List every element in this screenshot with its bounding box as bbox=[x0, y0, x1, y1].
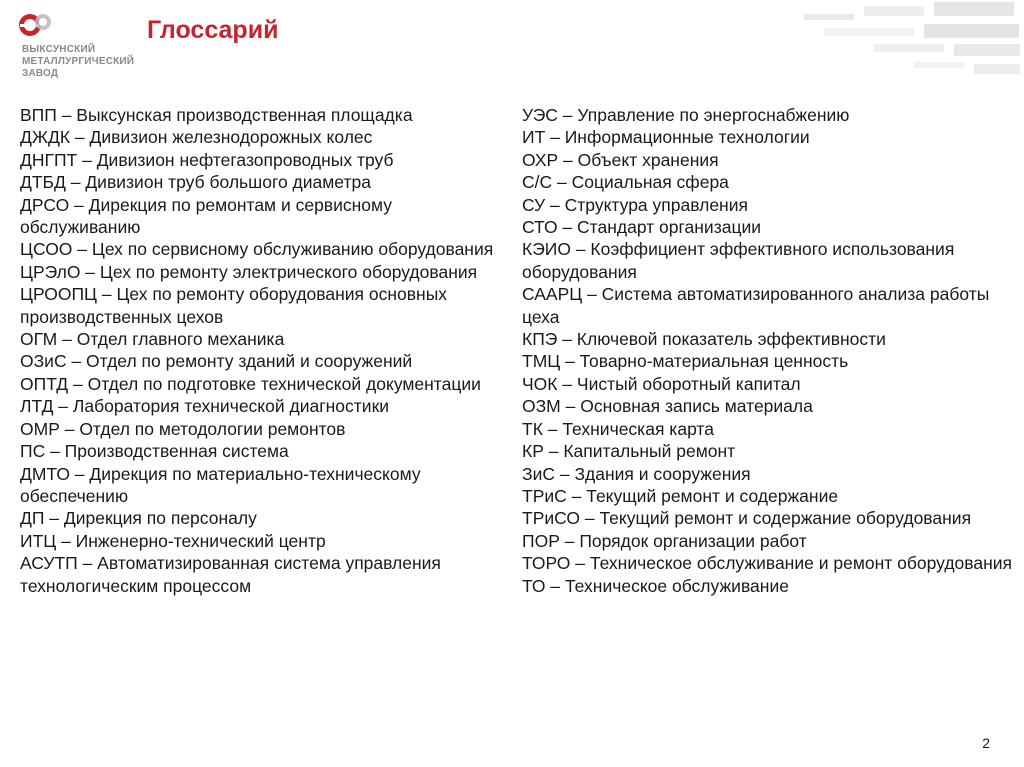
glossary-entry: СТО – Стандарт организации bbox=[522, 217, 762, 238]
glossary-entry: ТК – Техническая карта bbox=[522, 418, 714, 439]
glossary-entry: ПС – Производственная система bbox=[20, 441, 289, 462]
glossary-entry: ТРиСО – Текущий ремонт и содержание оборудования bbox=[522, 508, 972, 529]
logo-line-2: МЕТАЛЛУРГИЧЕСКИЙ bbox=[22, 56, 135, 67]
logo-line-1: ВЫКСУНСКИЙ bbox=[22, 44, 96, 55]
glossary-entry: ОЗМ – Основная запись материала bbox=[522, 396, 813, 417]
glossary-entry: СААРЦ – Система автоматизированного анализа работы цеха bbox=[522, 284, 990, 327]
page-title: Глоссарий bbox=[147, 16, 279, 44]
glossary-entry: КЭИО – Коэффициент эффективного использования оборудования bbox=[522, 239, 955, 282]
glossary-entry: ДМТО – Дирекция по материально-техническому обеспечению bbox=[20, 463, 421, 506]
glossary-entry: ЦСОО – Цех по сервисному обслуживанию оборудования bbox=[20, 239, 494, 260]
glossary-entry: С/С – Социальная сфера bbox=[522, 172, 729, 193]
glossary-right-column bbox=[522, 104, 1022, 597]
glossary-entry: ОЗиС – Отдел по ремонту зданий и сооружений bbox=[20, 351, 413, 372]
glossary-entry: ДНГПТ – Дивизион нефтегазопроводных труб bbox=[20, 149, 394, 170]
glossary-entry: ТОРО – Техническое обслуживание и ремонт оборудования bbox=[522, 553, 1013, 574]
company-logo bbox=[10, 8, 140, 88]
glossary-entry: ОГМ – Отдел главного механика bbox=[20, 329, 285, 350]
glossary-entry: ИТЦ – Инженерно-технический центр bbox=[20, 530, 326, 551]
glossary-entry: ЛТД – Лаборатория технической диагностики bbox=[20, 396, 390, 417]
glossary-left-column bbox=[20, 104, 510, 597]
glossary-entry: ОПТД – Отдел по подготовке технической документации bbox=[20, 373, 481, 394]
glossary-entry: ДП – Дирекция по персоналу bbox=[20, 508, 257, 529]
glossary-entry: ОХР – Объект хранения bbox=[522, 149, 719, 170]
glossary-entry: ОМР – Отдел по методологии ремонтов bbox=[20, 418, 346, 439]
glossary-entry: ДТБД – Дивизион труб большого диаметра bbox=[20, 172, 371, 193]
glossary-entry: ТО – Техническое обслуживание bbox=[522, 575, 789, 596]
glossary-entry: ВПП – Выксунская производственная площадка bbox=[20, 105, 413, 125]
page-number: 2 bbox=[982, 735, 990, 751]
glossary-entry: ИТ – Информационные технологии bbox=[522, 127, 810, 148]
decorative-corner-pattern bbox=[794, 0, 1024, 90]
glossary-entry: ПОР – Порядок организации работ bbox=[522, 530, 807, 551]
logo-wordmark bbox=[22, 44, 142, 80]
glossary-entry: ЧОК – Чистый оборотный капитал bbox=[522, 373, 801, 394]
glossary-entry: ЦРООПЦ – Цех по ремонту оборудования основных производственных цехов bbox=[20, 284, 448, 327]
glossary-entry: ЗиС – Здания и сооружения bbox=[522, 463, 751, 484]
glossary-entry: ТМЦ – Товарно-материальная ценность bbox=[522, 351, 849, 372]
glossary-entry: ДРСО – Дирекция по ремонтам и сервисному обслуживанию bbox=[20, 194, 392, 238]
glossary-entry: КР – Капитальный ремонт bbox=[522, 441, 736, 462]
glossary-entry: УЭС – Управление по энергоснабжению bbox=[522, 105, 850, 125]
glossary-entry: ДЖДК – Дивизион железнодорожных колес bbox=[20, 127, 373, 148]
glossary-entry: ЦРЭлО – Цех по ремонту электрического оборудования bbox=[20, 261, 478, 282]
glossary-entry: АСУТП – Автоматизированная система управления технологическим процессом bbox=[20, 553, 441, 596]
glossary-entry: ТРиС – Текущий ремонт и содержание bbox=[522, 485, 839, 506]
logo-emblem-icon bbox=[16, 10, 56, 40]
glossary-entry: КПЭ – Ключевой показатель эффективности bbox=[522, 329, 886, 350]
logo-line-3: ЗАВОД bbox=[22, 68, 59, 79]
glossary-entry: СУ – Структура управления bbox=[522, 194, 748, 215]
